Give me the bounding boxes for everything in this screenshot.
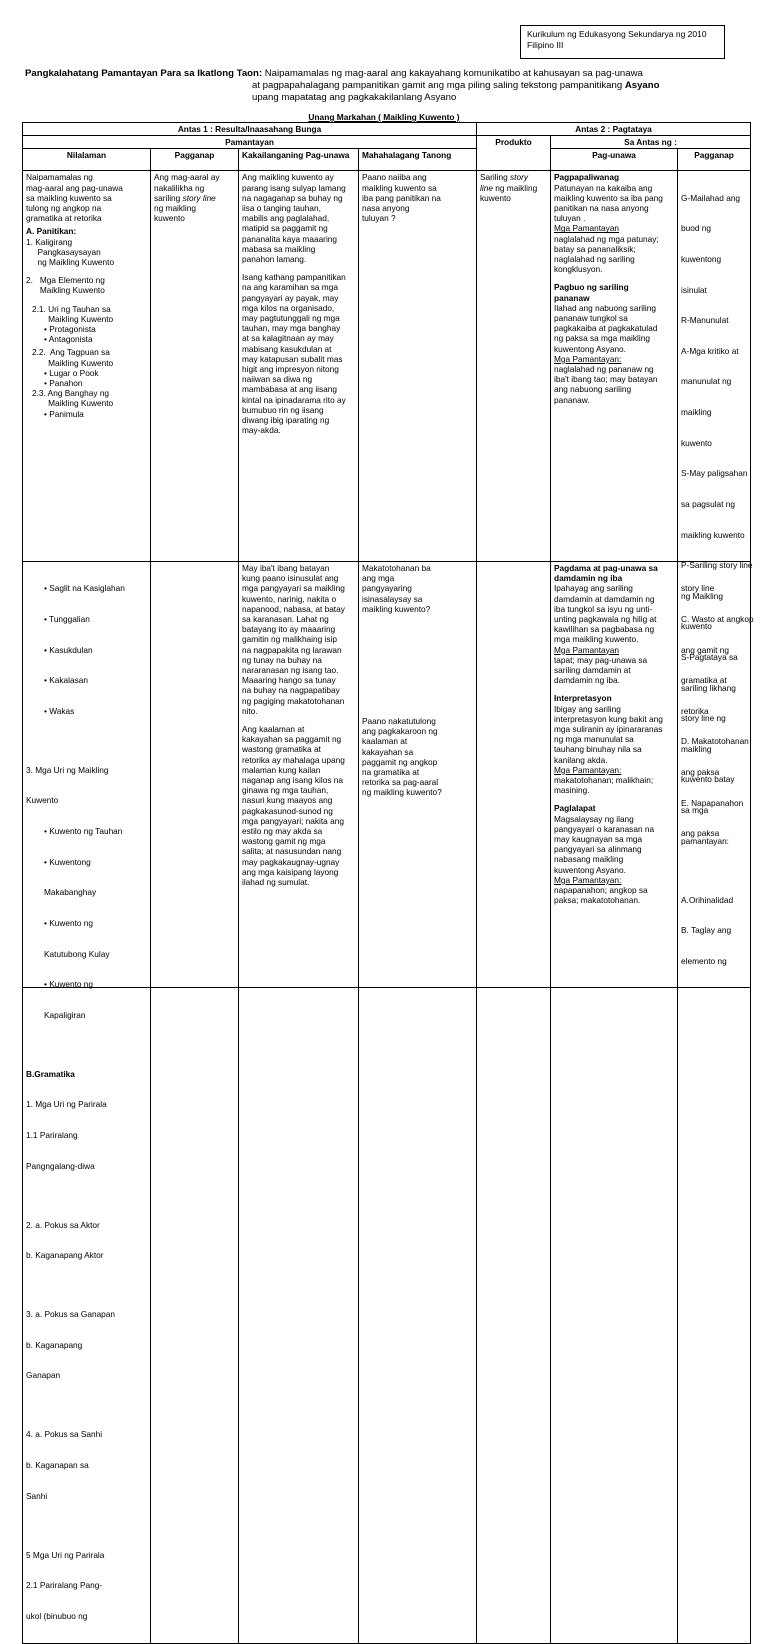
general-standard-asyano: Asyano (624, 80, 660, 91)
produkto-header: Produkto (477, 136, 551, 171)
pagganap2-cell: G-Mailahad ang buod ng kuwentong isinulat R-Manunulat A-Mga kritiko at manunulat ng maikling kuwento S-May paligsahan sa pagsulat ng maikling kuwento P-Sariling story line ng Maikling kuwento S-Pagtataya sa sariling likhang story line ng maikling kuwento batay sa mga pamantayan: A.Orihinalidad B. Taglay ang elemento ng (678, 171, 751, 988)
pamantayan-header: Pamantayan (23, 136, 477, 149)
general-standard-line2: at pagpapahalagang pampanitikan gamit ang mga piling saling tekstong pampanitikang (252, 80, 625, 91)
general-standard-label: Pangkalahatang Pamantayan Para sa Ikatlong Taon: (25, 68, 263, 79)
curriculum-table-page2 (22, 561, 754, 1644)
kakailanganing-cell-cont: May iba't ibang batayan kung paano isinusulat ang mga pangyayari sa maikling kuwento, narinig, nakita o napanood, nabasa, at batay sa karanasan. Lahat ng batayang ito ay maaaring gamitin ng malikhaing isip na nagpapakita ng larawan ng tunay na buhay na nararanasan ng isang tao. Maaaring hango sa tunay na buhay na nagpapatibay ng pagiging makatotohanan nito. Ang kaalaman at kakayahan sa paggamit ng wastong gramatika at retorika ay mahalaga upang malaman kung kailan naganap ang isang kilos na ginawa ng mga tauhan, nasuri kung maayos ang pagkakasunod-sunod ng mga pangyayari; nakita ang estilo ng may akda sa wastong gamit ng mga salita; at nasusundan nang may pagkakaugnay-ugnay ang mga kaisipang layong ilahad ng sumulat. (239, 562, 359, 1644)
mahahalagang-cell: Paano naiiba ang maikling kuwento sa iba pang panitikan na nasa anyong tuluyan ? (359, 171, 477, 988)
pag-unawa-cell: Pagpapaliwanag Patunayan na kakaiba ang maikling kuwento sa iba pang panitikan na nasa anyong tuluyan . Mga Pamantayan naglalahad ng mga patunay; batay sa pananaliksik; naglalahad ng sariling kongklusyon. Pagbuo ng sariling pananaw Ilahad ang nabuong sariling pananaw tungkol sa pagkakaiba at pagkakatulad ng paksa sa mga maikling kuwentong Asyano. Mga Pamantayan: naglalahad ng pananaw ng iba't ibang tao; may batayan ang nabuong sariling pananaw. (551, 171, 678, 988)
pagganap2-header: Pagganap (678, 149, 751, 171)
gramatika-heading: B.Gramatika (26, 1068, 75, 1079)
pagganap-cell: Ang mag-aaral ay nakalilikha ng sariling story line ng maikling kuwento (151, 171, 239, 988)
pagganap-header: Pagganap (151, 149, 239, 171)
sa-antas-header: Sa Antas ng : (551, 136, 751, 149)
pag-unawa-cell-cont: Pagdama at pag-unawa sa damdamin ng iba Ipahayag ang sariling damdamin at damdamin ng iba tungkol sa isyu ng unti- unting pagkawala ng hilig at kawilihan sa pagbabasa ng mga maikling kuwento. Mga Pamantayan tapat; may pag-unawa sa sariling damdamin at damdamin ng iba. Interpretasyon Ibigay ang sariling interpretasyon kung bakit ang mga suliranin ay ipinararanas ng mga manunulat sa tauhang binuhay nila sa kanilang akda. Mga Pamantayan: makatotohanan; malikhain; masining. Paglalapat Magsalaysay ng ilang pangyayari o karanasan na may kaugnayan sa mga pangyayari sa alinmang nabasang maikling kuwentong Asyano. Mga Pamantayan: napapanahon; angkop sa paksa; makatotohanan. (551, 562, 678, 1644)
nilalaman-header: Nilalaman (23, 149, 151, 171)
quarter-title: Unang Markahan ( Maikling Kuwento ) (308, 112, 460, 122)
subject-title: Filipino III (527, 39, 564, 50)
curriculum-title: Kurikulum ng Edukasyong Sekundarya ng 2010 (527, 29, 707, 39)
pag-unawa-header: Pag-unawa (551, 149, 678, 171)
nilalaman-cell-cont: • Saglit na Kasiglahan • Tunggalian • Kasukdulan • Kakalasan • Wakas 3. Mga Uri ng Maikling Kuwento • Kuwento ng Tauhan • Kuwentong Makabanghay • Kuwento ng Katutubong Kulay • Kuwento ng Kapaligiran B.Gramatika 1. Mga Uri ng Parirala 1.1 Pariralang Pangngalang-diwa 2. a. Pokus sa Aktor b. Kaganapang Aktor 3. a. Pokus sa Ganapan b. Kaganapang Ganapan 4. a. Pokus sa Sanhi b. Kaganapan sa Sanhi 5 Mga Uri ng Parirala 2.1 Pariralang Pang- ukol (binubuo ng (23, 562, 151, 1644)
kakailanganing-header: Kakailanganing Pag-unawa (239, 149, 359, 171)
panitikan-heading: A. Panitikan: (26, 226, 77, 237)
produkto-cell-cont (477, 562, 551, 1644)
nilalaman-cell: Naipamamalas ng mag-aaral ang pag-unawa sa maikling kuwento sa tulong ng angkop na gramatika at retorika A. Panitikan: 1. Kaligirang Pangkasaysayan ng Maikling Kuwento 2. Mga Elemento ng Maikling Kuwento 2.1. Uri ng Tauhan sa Maikling Kuwento • Protagonista • Antagonista 2.2. Ang Tagpuan sa Maikling Kuwento • Lugar o Pook • Panahon 2.3. Ang Banghay ng Maikling Kuwento • Panimula (23, 171, 151, 988)
stage1-header: Antas 1 : Resulta/Inaasahang Bunga (23, 123, 477, 136)
mahahalagang-cell-cont: Makatotohanan ba ang mga pangyayaring isinasalaysay sa maikling kuwento? Paano nakatutulong ang pagkakaroon ng kaalaman at kakayahan sa paggamit ng angkop na gramatika at retorika sa pag-aaral ng maikling kuwento? (359, 562, 477, 1644)
kakailanganing-cell: Ang maikling kuwento ay parang isang sulyap lamang na nagaganap sa buhay ng iisa o tanging tauhan, mabilis ang paglalahad, matipid sa paggamit ng pananalita kaya maaaring mabasa sa maikling panahon lamang. Isang kathang pampanitikan na ang karamihan sa mga pangyayari ay payak, may mga kilos na organisado, may pagtutunggali ng mga tauhan, may mga banghay at sa kalagitnaan ay may mabisang kasukdulan at may katapusan subalit mas higit ang impresyon nitong naiiwan sa diwa ng mambabasa at ang iisang kintal na ipinadarama rito ay bumubuo rin ng iisang diwang ibig iparating ng may-akda. (239, 171, 359, 988)
curriculum-header-box (520, 25, 725, 59)
general-standard-line3: upang mapatatag ang pagkakakilanlang Asyano (252, 92, 457, 103)
general-standard-line1: Naipamamalas ng mag-aaral ang kakayahang komunikatibo at kahusayan sa pag-unawa (264, 68, 643, 79)
pagganap2-cell-cont: story line C. Wasto at angkop ang gamit ng gramatika at retorika D. Makatotohanan ang paksa E. Napapanahon ang paksa (678, 562, 751, 1644)
mahahalagang-header: Mahahalagang Tanong (359, 149, 477, 171)
produkto-cell: Sariling story line ng maikling kuwento (477, 171, 551, 988)
stage2-header: Antas 2 : Pagtataya (477, 123, 751, 136)
general-standard (25, 68, 745, 104)
pagganap-cell-cont (151, 562, 239, 1644)
